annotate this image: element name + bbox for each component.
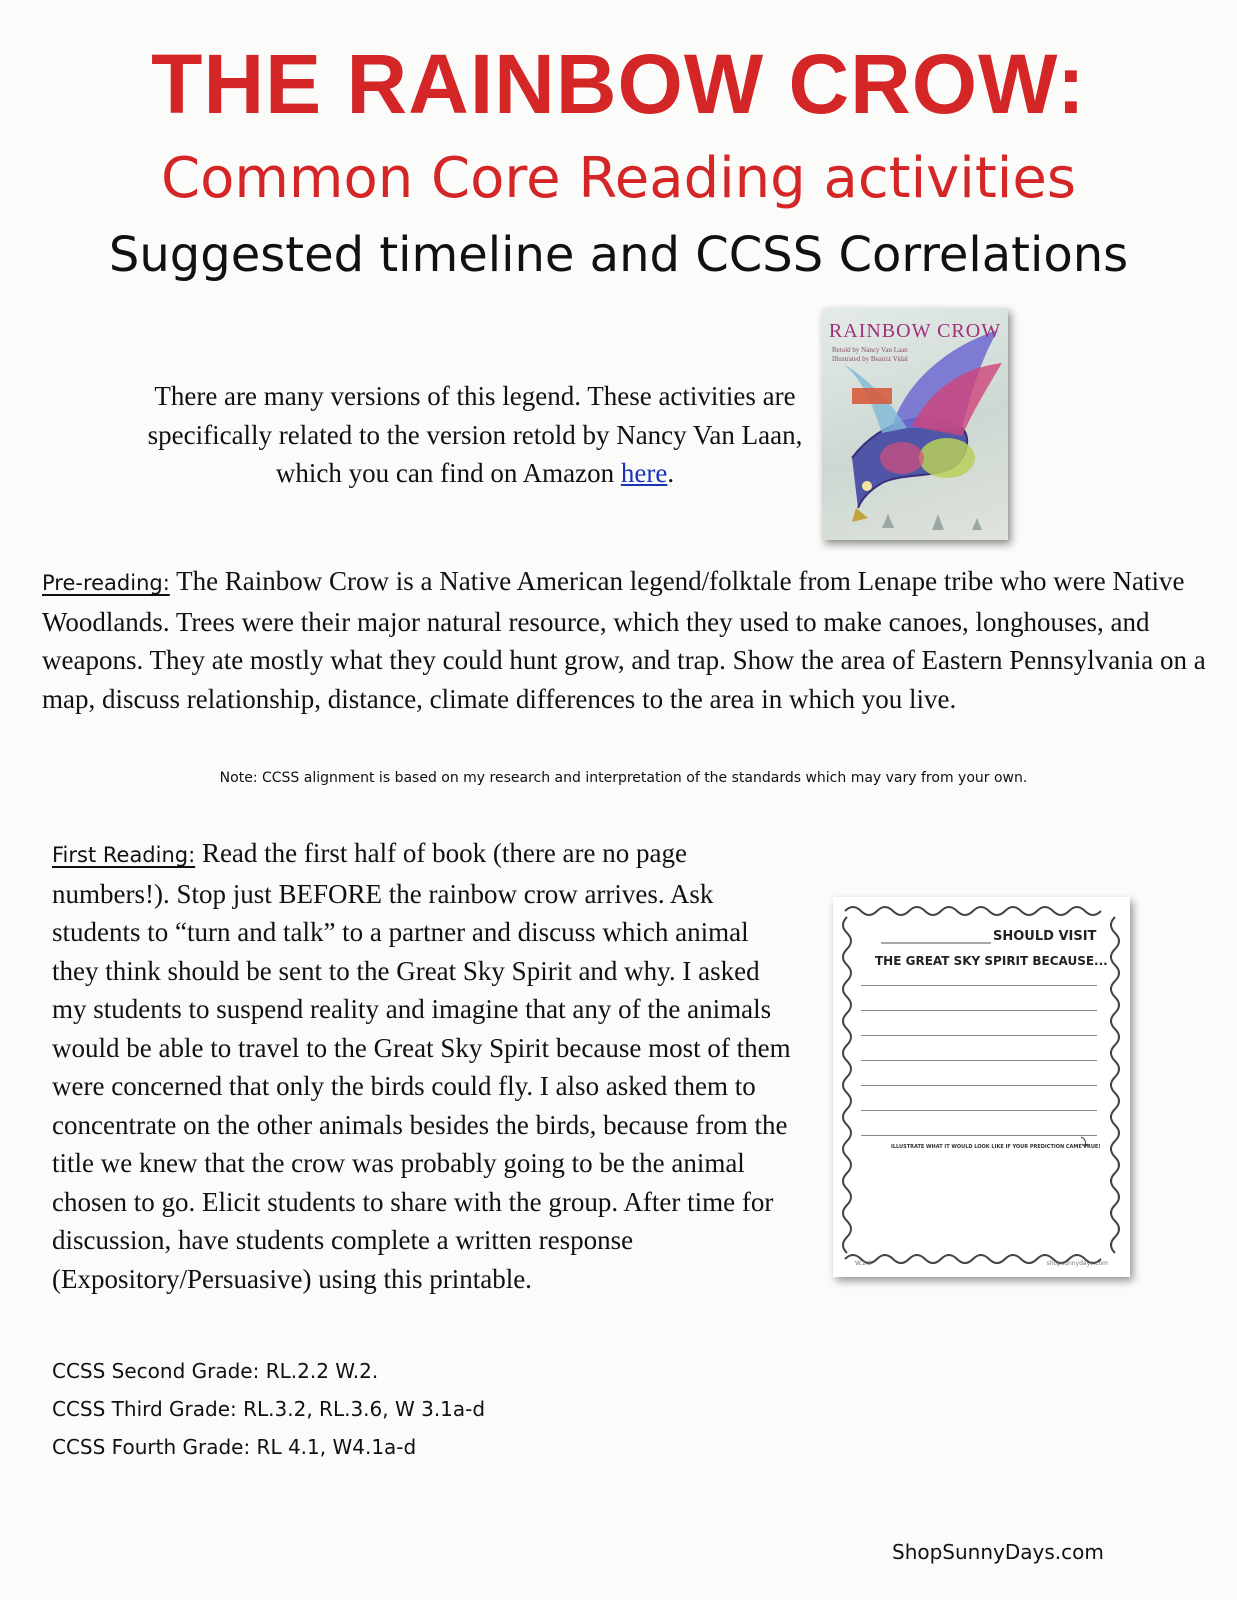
first-reading-text: Read the first half of book (there are no page numbers!). Stop just BEFORE the rainbow crow arrives. Ask students to “turn and talk” to a partner and discuss which animal they think should be sent to the Great Sky Spirit and why. I asked my students to suspend reality and imagine that any of the animals would be able to travel to the Great Sky Spirit because most of them were concerned that only the birds could fly. I also asked them to concentrate on the other animals besides the birds, because from the title we knew that the crow was probably going to be the animal chosen to go. Elicit students to share with the group. After time for discussion, have students complete a written response (Expository/Persuasive) using this printable.: [52, 838, 791, 1294]
page-subtitle: Common Core Reading activities: [160, 146, 1076, 211]
ccss-note: Note: CCSS alignment is based on my research and interpretation of the standards which may vary from your own.: [219, 770, 1028, 786]
printable-line: [861, 1110, 1097, 1111]
amazon-link[interactable]: here: [620, 458, 668, 488]
printable-worksheet-image: [833, 897, 1130, 1277]
prereading-section: [42, 562, 1207, 718]
intro-end: .: [667, 458, 675, 488]
printable-line: [861, 1035, 1097, 1036]
book-illustrated: Illustrated by Beatriz Vidal: [832, 355, 908, 363]
footer-website: ShopSunnyDays.com: [892, 1540, 1104, 1564]
prereading-text: The Rainbow Crow is a Native American legend/folktale from Lenape tribe who were Native Woodlands. Trees were their major natural resource, which they used to make canoes, longhouses, and weapons. They ate mostly what they could hunt grow, and trap. Show the area of Eastern Pennsylvania on a map, discuss relationship, distance, climate differences to the area in which you live.: [42, 566, 1206, 714]
book-title: RAINBOW CROW: [828, 320, 1002, 342]
page-title: THE RAINBOW CROW:: [151, 37, 1086, 131]
page-subtitle-secondary: Suggested timeline and CCSS Correlations: [108, 227, 1129, 283]
printable-line: [861, 1135, 1097, 1136]
first-reading-label: First Reading:: [52, 843, 196, 867]
printable-line: [861, 1010, 1097, 1011]
printable-line: [861, 1085, 1097, 1086]
ccss-third-grade: CCSS Third Grade: RL.3.2, RL.3.6, W 3.1a-d: [52, 1397, 486, 1421]
ccss-fourth-grade: CCSS Fourth Grade: RL 4.1, W4.1a-d: [52, 1435, 417, 1459]
printable-heading-2: THE GREAT SKY SPIRIT BECAUSE...: [875, 954, 1108, 968]
printable-code: W.2.2: [855, 1260, 872, 1267]
printable-heading-1: SHOULD VISIT: [993, 929, 1097, 944]
prereading-label: Pre-reading:: [42, 571, 170, 595]
printable-illustrate-prompt: ILLUSTRATE WHAT IT WOULD LOOK LIKE IF YOUR PREDICTION CAME TRUE!: [891, 1144, 1101, 1150]
first-reading-section: [52, 834, 797, 1298]
book-cover-image: [822, 308, 1008, 540]
book-retold: Retold by Nancy Van Laan: [832, 346, 908, 354]
ccss-second-grade: CCSS Second Grade: RL.2.2 W.2.: [52, 1359, 379, 1383]
printable-line: [861, 1060, 1097, 1061]
printable-site: shopsunnydays.com: [1046, 1260, 1108, 1267]
intro-text: There are many versions of this legend. These activities are specifically related to the version retold by Nancy Van Laan, which you can find on Amazon: [147, 381, 803, 488]
book-credits: [832, 346, 908, 364]
intro-paragraph: [145, 377, 805, 493]
printable-line: [861, 985, 1097, 986]
